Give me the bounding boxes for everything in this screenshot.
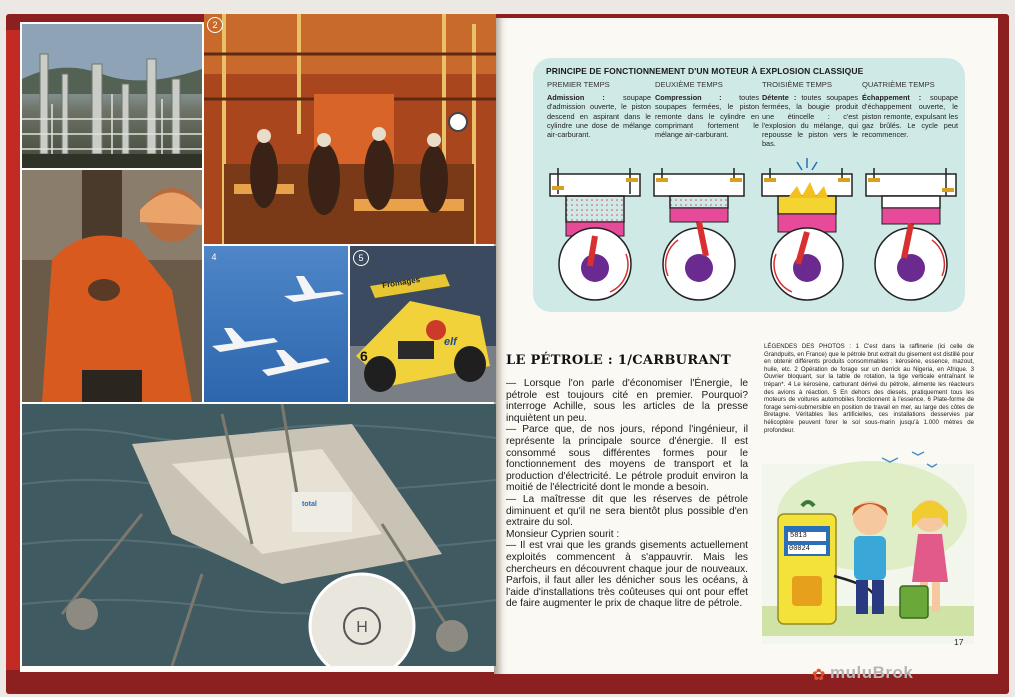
cylinder-stage-3 [762,158,852,300]
jets-scene [204,246,348,402]
article-paragraph: — Lorsque l'on parle d'économiser l'Énergie, le pétrole est toujours cité en premier. Pourquoi? interroge Achille, sous les articles de la presse inquiètent un peu. [506,378,748,424]
cylinder-stage-4 [866,168,956,300]
engine-stage-3 [762,80,858,148]
photo-captions: LÉGENDES DES PHOTOS : 1 C'est dans la raffinerie (ici celle de Grandpuits, en France) que le pétrole brut extrait du gisement est distillé pour en obtenir différents produits consommables : kérosène, essence, mazout, huile, etc. 2 Opération de forage sur un derrick au Nigeria, en Afrique. 3 Ouvrier bloquant, sur la table de rotation, la tige verticale entraînant le trépan*. 4 Le kérosène, carburant dérivé du pétrole, alimente les réacteurs des avions à réaction. 5 En dehors des diesels, pratiquement tous les moteurs de voitures automobiles fonctionnent à l'essence. 6 Plate-forme de forage semi-submersible en position de travail en mer, au large des côtes de Bretagne. Véritables îles artificielles, ces installations desservies par hélicoptère peuvent forer le sol sous-marin jusqu'à 1.000 mètres de profondeur. [764,343,974,434]
stage-name: TROISIÈME TEMPS [762,80,832,89]
stage-term: Détente : [762,93,802,103]
stage-text: soupape d'admission ouverte, le piston descend en aspirant dans le cylindre une dose de mélange air-carburant. [547,93,651,140]
cylinder-stage-1 [550,168,640,300]
photo-number-label: 2 [207,17,223,33]
car-sponsor-text: elf [444,336,457,348]
stage-term: Échappement : [862,93,930,103]
platform-scene [22,404,496,666]
engine-diagram-title: PRINCIPE DE FONCTIONNEMENT D'UN MOTEUR À EXPLOSION CLASSIQUE [546,66,864,76]
stage-text: soupape d'échappement ouverte, le piston remonte, expulsant les gaz brûlés. Le cycle peut recommencer. [862,93,958,140]
stage-text: toutes soupapes fermées, la bougie produit une étincelle : c'est l'explosion du mélange, qui repousse le piston vers le bas. [762,93,858,149]
article-paragraph: — La maîtresse dit que les réserves de pétrole diminuent et qu'il ne sera bientôt plus possible d'en extraire du sol. [506,493,748,529]
photo-number-label: 5 [353,250,369,266]
article-body [506,378,748,610]
stage-name: QUATRIÈME TEMPS [862,80,935,89]
derrick-scene [204,14,496,244]
article-title: LE PÉTROLE : 1/CARBURANT [506,353,731,368]
stage-term: Compression : [655,93,740,103]
photo-platform [22,404,496,666]
article-paragraph: — Parce que, de nos jours, répond l'ingénieur, il représente la principale source d'énergie. Il est consommé sous différentes formes pour le fonctionnement des moyens de transport et la production d'électricité. Le pétrole produit environ la moitié de l'électricité dont le monde a besoin. [506,424,748,494]
photo-jets [204,246,348,402]
photo-derrick [204,14,496,244]
photo-number-label: 4 [211,252,217,262]
stage-name: DEUXIÈME TEMPS [655,80,723,89]
pump-counter-top: 5813 [790,532,807,540]
race-car-scene [350,246,496,402]
engine-stage-4 [862,80,958,139]
worker-scene [22,170,202,402]
watermark: muluBrok [830,663,914,682]
photo-race-car [350,246,496,402]
cylinder-stage-2 [654,168,744,300]
car-sign-text: Fromages [381,275,421,290]
stage-term: Admission : [547,93,623,103]
refinery-scene [22,24,202,168]
photo-worker [22,170,202,402]
svg-text:H: H [356,619,368,636]
car-number-text: 6 [360,348,368,364]
engine-stage-1 [547,80,651,139]
page-number: 17 [954,637,964,647]
article-paragraph: — Il est vrai que les grands gisements actuellement exploités commencent à s'appauvrir. Mais les chercheurs en découvrent chaque jour de nouveaux. Parfois, il faut aller les dénicher sous les océans, à l'aide d'installations très coûteuses qui ont pour effet de faire augmenter le prix de chaque litre de pétrole. [506,540,748,610]
photo-refinery [22,24,202,168]
engine-stage-2 [655,80,759,139]
stage-name: PREMIER TEMPS [547,80,610,89]
platform-text: total [302,501,317,508]
stage-text: toutes soupapes fermées, le piston remonte dans le cylindre en comprimant fortement le mélange air-carburant. [655,93,759,140]
engine-cylinders-illustration [540,158,960,308]
article-paragraph: Monsieur Cyprien sourit : [506,528,620,540]
watermark-flower-icon: ✿ [812,667,826,684]
pump-counter-bottom: 00024 [789,545,811,553]
